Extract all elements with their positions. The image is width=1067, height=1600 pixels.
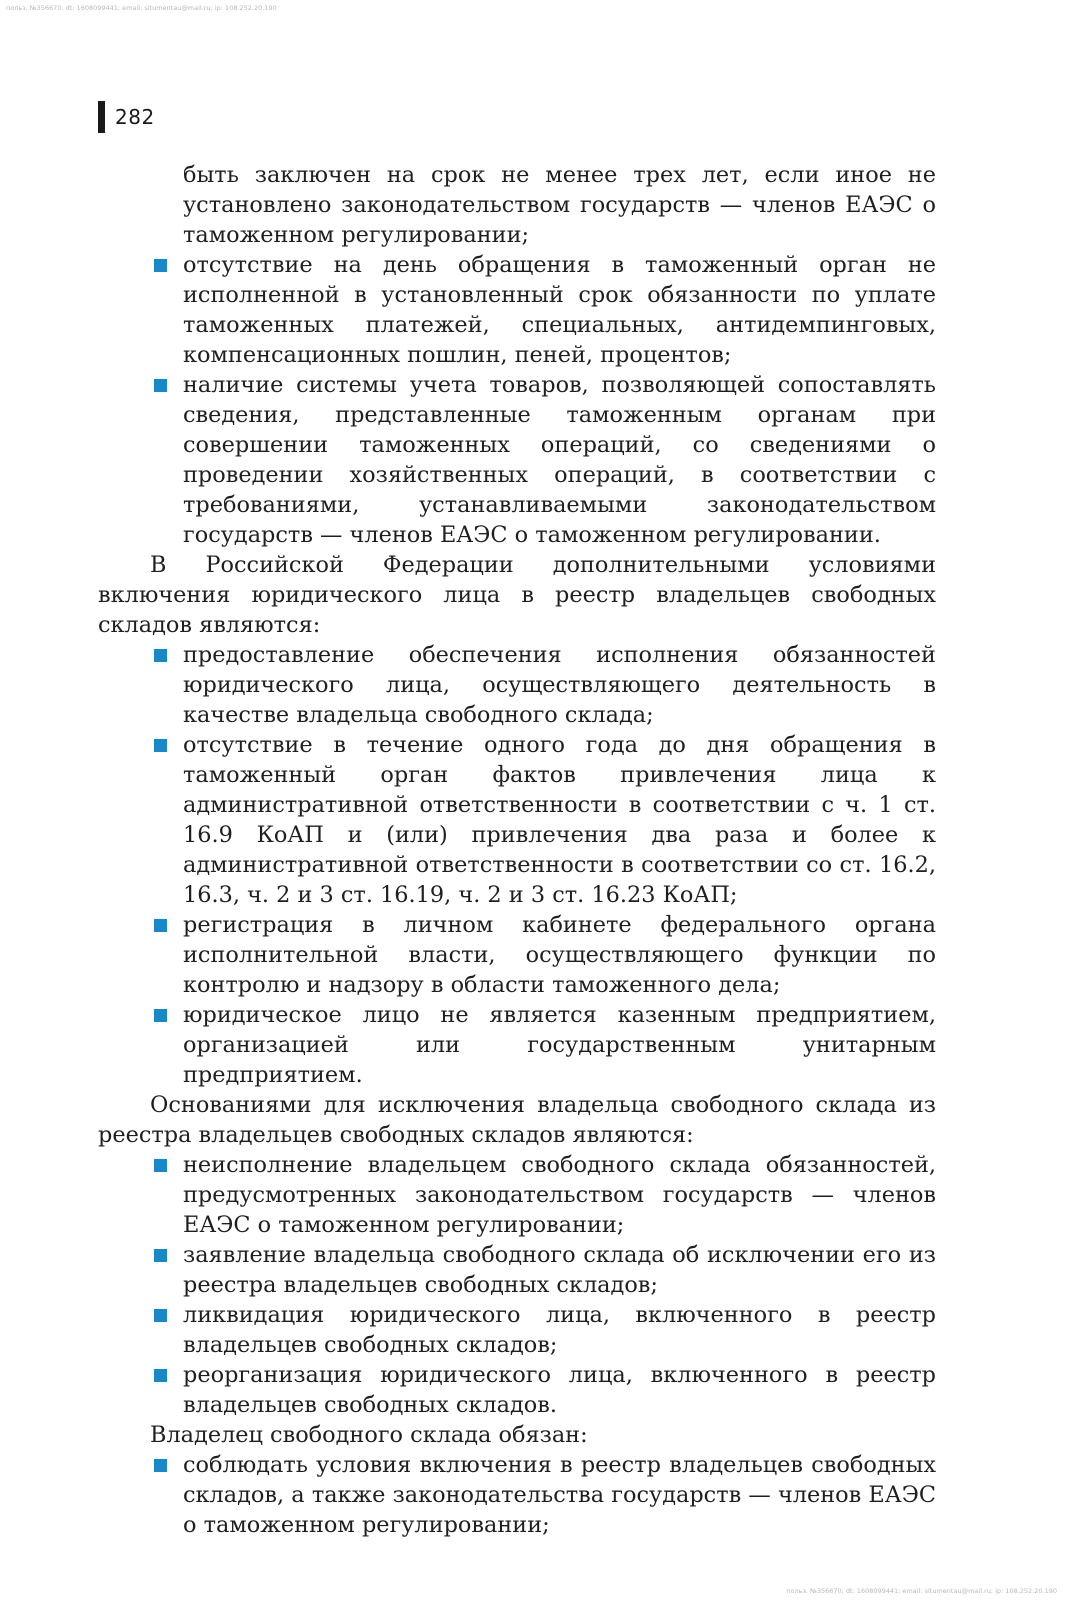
- bullet-square-icon: [154, 739, 167, 752]
- bullet-square-icon: [154, 1369, 167, 1382]
- list-item: отсутствие на день обращения в таможенный орган не исполненной в установленный срок обязанности по уплате таможенных платежей, специальных, антидемпинговых, компенсационных пошлин, пеней, процентов;: [98, 250, 936, 370]
- list-item: отсутствие в течение одного года до дня обращения в таможенный орган фактов привлечения лица к административной ответственности в соответствии с ч. 1 ст. 16.9 КоАП и (или) привлечения два раза и более к административной ответственности в соответствии со ст. 16.2, 16.3, ч. 2 и 3 ст. 16.19, ч. 2 и 3 ст. 16.23 КоАП;: [98, 730, 936, 910]
- owner-duties-list: [98, 1450, 936, 1540]
- bullet-square-icon: [154, 379, 167, 392]
- bullet-square-icon: [154, 259, 167, 272]
- page-body: [98, 160, 936, 1540]
- requirements-list: [98, 250, 936, 550]
- list-item: заявление владельца свободного склада об исключении его из реестра владельцев свободных складов;: [98, 1240, 936, 1300]
- list-item: реорганизация юридического лица, включенного в реестр владельцев свободных складов.: [98, 1360, 936, 1420]
- rf-conditions-list: [98, 640, 936, 1090]
- list-item: наличие системы учета товаров, позволяющей сопоставлять сведения, представленные таможенным органам при совершении таможенных операций, со сведениями о проведении хозяйственных операций, в соответствии с требованиями, устанавливаемыми законодательством государств — членов ЕАЭС о таможенном регулировании.: [98, 370, 936, 550]
- paragraph-rf-conditions: В Российской Федерации дополнительными условиями включения юридического лица в реестр владельцев свободных складов являются:: [98, 552, 936, 638]
- list-item: регистрация в личном кабинете федерального органа исполнительной власти, осуществляющего функции по контролю и надзору в области таможенного дела;: [98, 910, 936, 1000]
- page-marker-bar: [98, 101, 105, 133]
- paragraph-owner-duties: Владелец свободного склада обязан:: [150, 1422, 588, 1448]
- bullet-square-icon: [154, 649, 167, 662]
- page-header: [98, 102, 155, 132]
- paragraph-exclusion-grounds: Основаниями для исключения владельца свободного склада из реестра владельцев свободных складов являются:: [98, 1092, 936, 1148]
- list-item: предоставление обеспечения исполнения обязанностей юридического лица, осуществляющего деятельность в качестве владельца свободного склада;: [98, 640, 936, 730]
- bullet-square-icon: [154, 1459, 167, 1472]
- list-item: неисполнение владельцем свободного склада обязанностей, предусмотренных законодательством государств — членов ЕАЭС о таможенном регулировании;: [98, 1150, 936, 1240]
- watermark-top: польз. №356670; dt: 1608099441; email: situmentau@mail.ru; ip: 108.252.20.190: [6, 4, 277, 12]
- bullet-square-icon: [154, 1159, 167, 1172]
- continuation-text: быть заключен на срок не менее трех лет, если иное не установлено законодательством государств — членов ЕАЭС о таможенном регулировании;: [183, 162, 936, 248]
- bullet-square-icon: [154, 1249, 167, 1262]
- bullet-square-icon: [154, 1009, 167, 1022]
- page-number: 282: [115, 105, 155, 129]
- list-item: юридическое лицо не является казенным предприятием, организацией или государственным унитарным предприятием.: [98, 1000, 936, 1090]
- list-item: соблюдать условия включения в реестр владельцев свободных складов, а также законодательства государств — членов ЕАЭС о таможенном регулировании;: [98, 1450, 936, 1540]
- bullet-square-icon: [154, 1309, 167, 1322]
- watermark-bottom: польз. №356670; dt: 1608099441; email: situmentau@mail.ru; ip: 108.252.20.190: [786, 1587, 1057, 1595]
- bullet-square-icon: [154, 919, 167, 932]
- exclusion-grounds-list: [98, 1150, 936, 1420]
- list-item: ликвидация юридического лица, включенного в реестр владельцев свободных складов;: [98, 1300, 936, 1360]
